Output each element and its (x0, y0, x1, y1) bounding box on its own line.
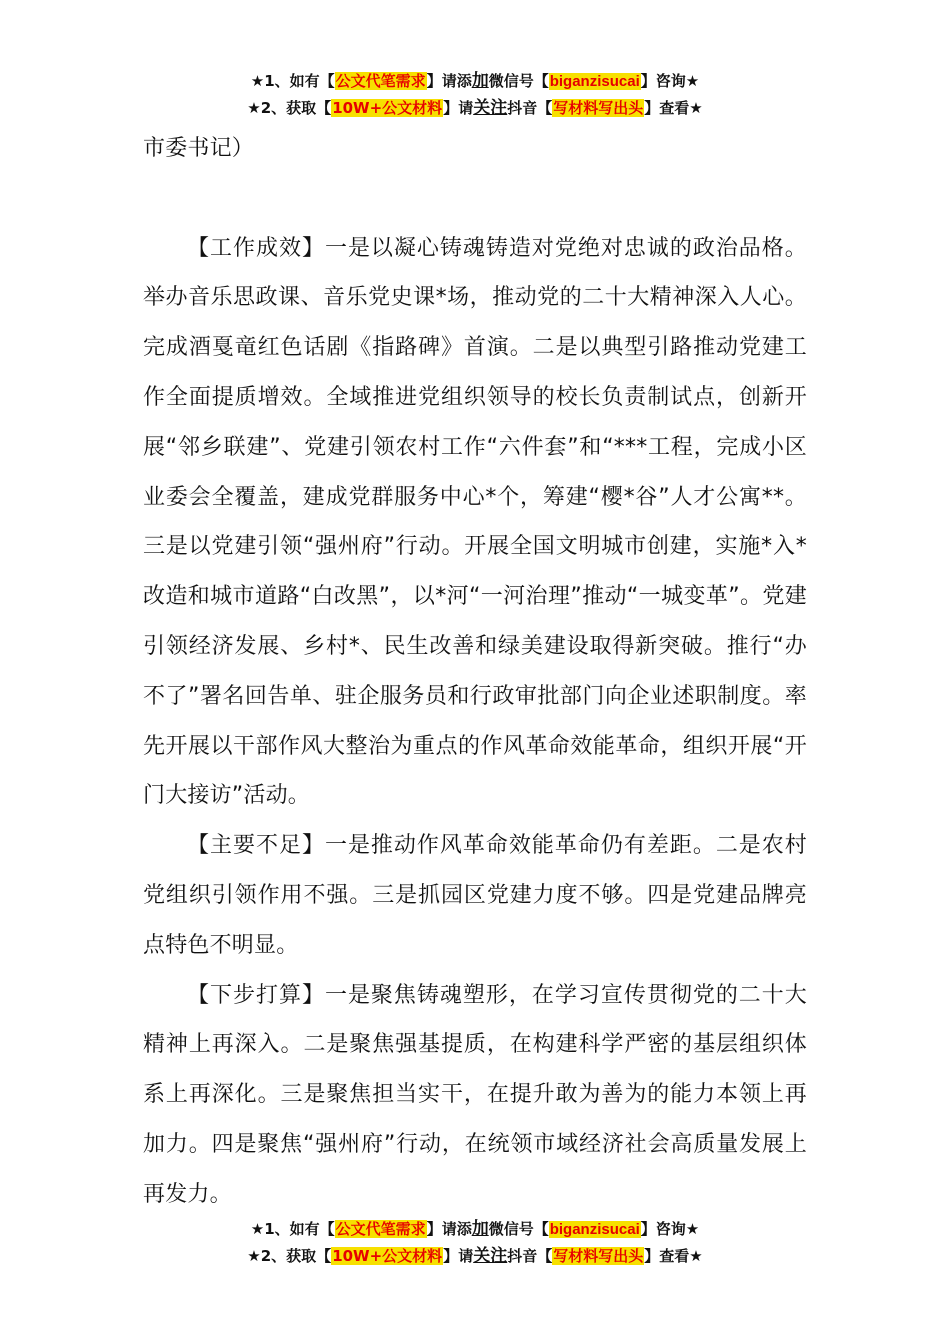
promo-douyin-account: 写材料写出头 (553, 1247, 644, 1265)
promo-banner-top (0, 68, 950, 121)
promo-text: 抖音【 (507, 1247, 553, 1265)
promo-banner-bottom (0, 1216, 950, 1269)
promo-text: 】请添 (426, 72, 472, 90)
document-body (143, 124, 807, 1220)
promo-text: ★1、如有【 (250, 72, 335, 90)
promo-highlight: 10W+公文材料 (332, 99, 443, 117)
promo-underline: 关注 (473, 98, 508, 118)
paragraph-shortcomings: 【主要不足】一是推动作风革命效能革命仍有差距。二是农村党组织引领作用不强。三是抓园区党建力度不够。四是党建品牌亮点特色不明显。 (143, 833, 807, 958)
promo-text: 】查看★ (644, 99, 703, 117)
promo-text: 】请 (443, 1247, 474, 1265)
promo-text: 】查看★ (644, 1247, 703, 1265)
promo-line-1 (0, 1216, 950, 1243)
promo-text: ★2、获取【 (247, 1247, 332, 1265)
promo-text: 】请添 (426, 1220, 472, 1238)
promo-highlight: 10W+公文材料 (332, 1247, 443, 1265)
paragraph-work-results: 【工作成效】一是以凝心铸魂铸造对党绝对忠诚的政治品格。举办音乐思政课、音乐党史课*场，推动党的二十大精神深入人心。完成酒戛竜红色话剧《指路碑》首演。二是以典型引路推动党建工作全面提质增效。全域推进党组织领导的校长负责制试点，创新开展“邻乡联建”、党建引领农村工作“六件套”和“***工程，完成小区业委会全覆盖，建成党群服务中心*个，筹建“樱*谷”人才公寓**。三是以党建引领“强州府”行动。开展全国文明城市创建，实施*入*改造和城市道路“白改黑”，以*河“一河治理”推动“一城变革”。党建引领经济发展、乡村*、民生改善和绿美建设取得新突破。推行“办不了”署名回告单、驻企服务员和行政审批部门向企业述职制度。率先开展以干部作风大整治为重点的作风革命效能革命，组织开展“开门大接访”活动。 (143, 235, 807, 809)
paragraph-next-steps: 【下步打算】一是聚焦铸魂塑形，在学习宣传贯彻党的二十大精神上再深入。二是聚焦强基提质，在构建科学严密的基层组织体系上再深化。三是聚焦担当实干，在提升敢为善为的能力本领上再加力。四是聚焦“强州府”行动，在统领市域经济社会高质量发展上再发力。 (143, 982, 807, 1207)
promo-wechat-id: biganzisucai (549, 1221, 640, 1238)
promo-text: 】咨询★ (640, 72, 700, 90)
promo-highlight: 公文代笔需求 (335, 1220, 426, 1238)
promo-line-1 (0, 68, 950, 95)
promo-text: 抖音【 (507, 99, 553, 117)
promo-douyin-account: 写材料写出头 (553, 99, 644, 117)
promo-text: 微信号【 (488, 1220, 549, 1238)
promo-text: ★2、获取【 (247, 99, 332, 117)
promo-text: 微信号【 (488, 72, 549, 90)
promo-highlight: 公文代笔需求 (335, 72, 426, 90)
promo-wechat-id: biganzisucai (549, 73, 640, 90)
promo-underline: 关注 (473, 1246, 508, 1266)
lead-line: 市委书记） (143, 136, 255, 161)
promo-line-2 (0, 95, 950, 121)
promo-underline: 加 (471, 71, 489, 91)
promo-text: 】咨询★ (640, 1220, 700, 1238)
promo-text: 】请 (443, 99, 474, 117)
promo-line-2 (0, 1243, 950, 1269)
promo-text: ★1、如有【 (250, 1220, 335, 1238)
promo-underline: 加 (471, 1219, 489, 1239)
